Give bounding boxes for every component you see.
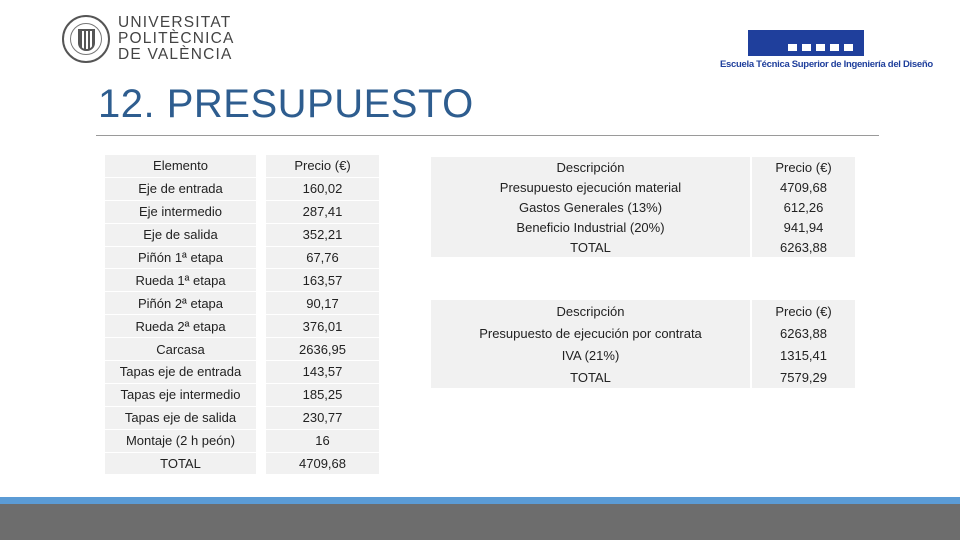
table-cell: 90,17 bbox=[266, 292, 379, 315]
table-cell: Presupuesto de ejecución por contrata bbox=[479, 325, 702, 341]
table-cell: Rueda 1ª etapa bbox=[105, 269, 256, 292]
material-header-price: Precio (€) bbox=[752, 157, 855, 177]
upv-line-3: DE VALÈNCIA bbox=[118, 46, 233, 63]
elements-table-name-column bbox=[105, 155, 256, 475]
table-cell: 941,94 bbox=[752, 217, 855, 237]
table-cell: Montaje (2 h peón) bbox=[105, 430, 256, 453]
table-cell: TOTAL bbox=[570, 369, 611, 385]
upv-logo bbox=[62, 15, 235, 63]
table-cell: 6263,88 bbox=[752, 237, 855, 257]
table-cell: Piñón 1ª etapa bbox=[105, 247, 256, 270]
elements-table-price-column bbox=[266, 155, 379, 475]
table-cell: 163,57 bbox=[266, 269, 379, 292]
footer-accent-bar bbox=[0, 497, 960, 504]
table-cell: 1315,41 bbox=[780, 347, 827, 363]
table-cell: Rueda 2ª etapa bbox=[105, 315, 256, 338]
etsid-emblem-icon bbox=[748, 30, 864, 56]
footer-bar bbox=[0, 504, 960, 540]
table-cell: 185,25 bbox=[266, 384, 379, 407]
upv-line-2: POLITÈCNICA bbox=[118, 30, 235, 47]
upv-line-1: UNIVERSITAT bbox=[118, 14, 232, 31]
table-cell: TOTAL bbox=[105, 453, 256, 476]
table-cell: 230,77 bbox=[266, 407, 379, 430]
table-cell: Beneficio Industrial (20%) bbox=[516, 219, 665, 235]
contract-header-description: Descripción bbox=[556, 303, 625, 319]
table-cell: TOTAL bbox=[570, 239, 611, 255]
title-divider bbox=[96, 135, 879, 136]
table-cell: 4709,68 bbox=[752, 177, 855, 197]
table-cell: 7579,29 bbox=[780, 369, 827, 385]
table-cell: Presupuesto ejecución material bbox=[499, 179, 682, 195]
table-cell: 143,57 bbox=[266, 361, 379, 384]
table-cell: Gastos Generales (13%) bbox=[518, 199, 663, 215]
upv-seal-icon bbox=[62, 15, 110, 63]
table-cell: 160,02 bbox=[266, 178, 379, 201]
table-cell: 612,26 bbox=[752, 197, 855, 217]
etsid-logo bbox=[720, 30, 933, 74]
table-cell: Piñón 2ª etapa bbox=[105, 292, 256, 315]
elements-header-price: Precio (€) bbox=[266, 155, 379, 178]
etsid-caption: Escuela Técnica Superior de Ingeniería del Diseño bbox=[720, 59, 933, 70]
material-table-price-column bbox=[752, 157, 855, 257]
table-cell: Eje de entrada bbox=[105, 178, 256, 201]
table-cell: 67,76 bbox=[266, 247, 379, 270]
table-cell: IVA (21%) bbox=[561, 347, 620, 363]
material-header-description: Descripción bbox=[556, 159, 625, 175]
page-title: 12. PRESUPUESTO bbox=[98, 82, 474, 126]
elements-header-element: Elemento bbox=[105, 155, 256, 178]
material-table-description-column bbox=[431, 157, 750, 257]
contract-header-price: Precio (€) bbox=[775, 303, 832, 319]
table-cell: Tapas eje de salida bbox=[105, 407, 256, 430]
table-cell: 16 bbox=[266, 430, 379, 453]
table-cell: Tapas eje intermedio bbox=[105, 384, 256, 407]
table-cell: Eje intermedio bbox=[105, 201, 256, 224]
table-cell: Tapas eje de entrada bbox=[105, 361, 256, 384]
table-cell: 2636,95 bbox=[266, 338, 379, 361]
contract-table-description-column bbox=[431, 300, 750, 388]
table-cell: 6263,88 bbox=[780, 325, 827, 341]
upv-wordmark bbox=[118, 15, 235, 63]
table-cell: 4709,68 bbox=[266, 453, 379, 476]
table-cell: 287,41 bbox=[266, 201, 379, 224]
contract-table-price-column bbox=[752, 300, 855, 388]
table-cell: Eje de salida bbox=[105, 224, 256, 247]
table-cell: 352,21 bbox=[266, 224, 379, 247]
table-cell: 376,01 bbox=[266, 315, 379, 338]
table-cell: Carcasa bbox=[105, 338, 256, 361]
